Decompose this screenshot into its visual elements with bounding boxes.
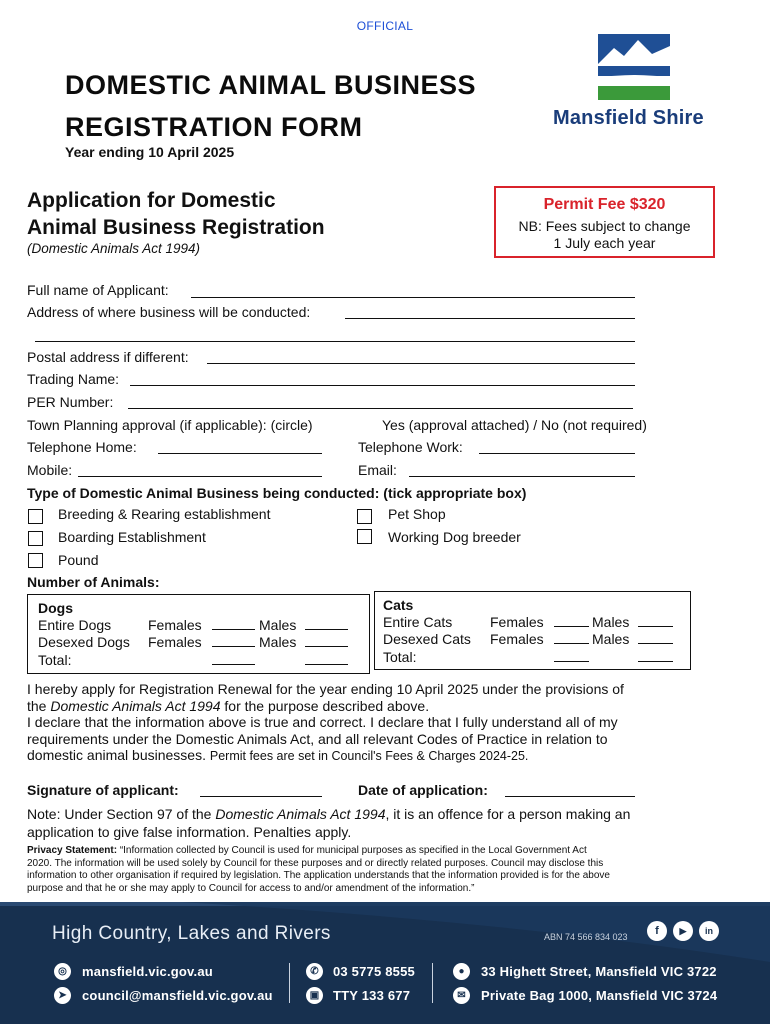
- cats-total-males-field[interactable]: [638, 650, 673, 662]
- form-title-line1: DOMESTIC ANIMAL BUSINESS: [65, 70, 477, 100]
- per-number-field[interactable]: [128, 397, 633, 409]
- note: [27, 805, 727, 841]
- signature-field[interactable]: [200, 785, 322, 797]
- privacy-text1: “Information collected by Council is used for municipal purposes as specified in the Local Government Act: [117, 845, 587, 856]
- working-dog-checkbox[interactable]: [357, 529, 372, 544]
- entire-dogs-females-label: Females: [148, 617, 202, 633]
- declaration-line2-prefix: the: [27, 697, 51, 714]
- abn: ABN 74 566 834 023: [544, 932, 628, 942]
- mansfield-shire-logo-icon: [596, 34, 672, 104]
- boarding-label: Boarding Establishment: [58, 529, 206, 545]
- note-act: Domestic Animals Act 1994: [215, 806, 386, 822]
- boarding-checkbox[interactable]: [28, 531, 43, 546]
- declaration-act: Domestic Animals Act 1994: [50, 697, 221, 714]
- telephone-work-label: Telephone Work:: [358, 439, 463, 455]
- tty-icon: ▣: [306, 987, 323, 1004]
- location-pin-icon: ●: [453, 963, 470, 980]
- desexed-dogs-label: Desexed Dogs: [38, 634, 130, 650]
- linkedin-icon[interactable]: in: [699, 921, 719, 941]
- cats-title: Cats: [383, 597, 414, 613]
- privacy-line3: information to other organisation if required by legislation. The application understands that the information provided is for the above: [27, 870, 610, 881]
- logo-text: Mansfield Shire: [553, 107, 704, 129]
- entire-dogs-label: Entire Dogs: [38, 617, 112, 633]
- application-title-line2: Animal Business Registration: [27, 216, 325, 239]
- dogs-total-males-field[interactable]: [305, 653, 348, 665]
- privacy-line1: [27, 845, 742, 858]
- desexed-dogs-females-field[interactable]: [212, 635, 255, 647]
- cats-total-label: Total:: [383, 649, 417, 665]
- footer: [0, 902, 770, 1024]
- declaration: [27, 681, 727, 765]
- entire-cats-females-label: Females: [490, 614, 544, 630]
- application-title: [27, 187, 407, 241]
- declaration-line4: requirements under the Domestic Animals Act, and all relevant Codes of Practice in relation to: [27, 730, 608, 747]
- dogs-box: [27, 594, 370, 674]
- application-title-line1: Application for Domestic: [27, 189, 276, 212]
- privacy-statement: [27, 845, 742, 895]
- mobile-label: Mobile:: [27, 462, 73, 478]
- date-field[interactable]: [505, 785, 635, 797]
- note-suffix: , it is an offence for a person making an: [385, 806, 631, 822]
- permit-fee-box: [494, 186, 715, 258]
- cats-total-females-field[interactable]: [554, 650, 589, 662]
- pound-checkbox[interactable]: [28, 553, 43, 568]
- privacy-line2: 2020. The information will be used solely by Council for these purposes and or directly related purposes. Council may disclose this: [27, 857, 604, 869]
- desexed-cats-females-field[interactable]: [554, 632, 589, 644]
- permit-fee: Permit Fee $320: [543, 196, 666, 213]
- telephone-home-field[interactable]: [158, 442, 322, 454]
- pet-shop-label: Pet Shop: [388, 506, 446, 522]
- full-name-field[interactable]: [191, 286, 635, 298]
- privacy-line4: purpose and that he or she may apply to Council for access to and/or amendment of the information.”: [27, 882, 475, 894]
- declaration-line5-main: domestic animal businesses.: [27, 747, 210, 763]
- note-prefix: Note: Under Section 97 of the: [27, 806, 216, 822]
- declaration-fees-note: Permit fees are set in Council's Fees & Charges 2024-25.: [209, 749, 529, 763]
- note-line1: [27, 805, 727, 823]
- desexed-cats-males-field[interactable]: [638, 632, 673, 644]
- facebook-icon[interactable]: f: [647, 921, 667, 941]
- entire-cats-label: Entire Cats: [383, 614, 453, 630]
- pet-shop-checkbox[interactable]: [357, 509, 372, 524]
- note-line2: application to give false information. Penalties apply.: [27, 824, 352, 840]
- official-marking: OFFICIAL: [356, 19, 414, 33]
- entire-dogs-males-label: Males: [259, 617, 297, 633]
- globe-icon: ◎: [54, 963, 71, 980]
- breeding-label: Breeding & Rearing establishment: [58, 506, 271, 522]
- declaration-line3: I declare that the information above is true and correct. I declare that I fully understand all of my: [27, 714, 618, 730]
- telephone-work-field[interactable]: [479, 442, 635, 454]
- address-field-line2[interactable]: [35, 330, 635, 342]
- footer-postal: Private Bag 1000, Mansfield VIC 3724: [481, 988, 718, 1003]
- working-dog-label: Working Dog breeder: [388, 529, 521, 545]
- entire-dogs-females-field[interactable]: [212, 618, 255, 630]
- breeding-checkbox[interactable]: [28, 509, 43, 524]
- form-title-line2: REGISTRATION FORM: [65, 112, 363, 142]
- footer-phone[interactable]: 03 5775 8555: [333, 964, 415, 979]
- mobile-field[interactable]: [78, 465, 322, 477]
- desexed-dogs-males-label: Males: [259, 634, 297, 650]
- trading-name-label: Trading Name:: [27, 371, 120, 387]
- youtube-icon[interactable]: ▶: [673, 921, 693, 941]
- privacy-label: Privacy Statement:: [27, 845, 118, 856]
- address-label: Address of where business will be conducted:: [27, 304, 311, 320]
- permit-nb-line1: NB: Fees subject to change: [518, 218, 691, 234]
- send-icon: ➤: [54, 987, 71, 1004]
- declaration-line2: [27, 698, 727, 715]
- year-ending: Year ending 10 April 2025: [65, 144, 235, 160]
- desexed-cats-males-label: Males: [592, 631, 630, 647]
- declaration-line5: [27, 747, 727, 765]
- full-name-label: Full name of Applicant:: [27, 282, 169, 298]
- desexed-cats-females-label: Females: [490, 631, 544, 647]
- desexed-dogs-males-field[interactable]: [305, 635, 348, 647]
- pound-label: Pound: [58, 552, 99, 568]
- declaration-line1: I hereby apply for Registration Renewal for the year ending 10 April 2025 under the provisions of: [27, 681, 624, 697]
- footer-email[interactable]: council@mansfield.vic.gov.au: [82, 988, 273, 1003]
- footer-divider-2: [432, 963, 433, 1003]
- entire-cats-females-field[interactable]: [554, 615, 589, 627]
- form-title: [65, 64, 585, 148]
- postal-address-field[interactable]: [207, 352, 635, 364]
- phone-icon: ✆: [306, 963, 323, 980]
- town-planning-options[interactable]: Yes (approval attached) / No (not required): [382, 417, 647, 433]
- date-label: Date of application:: [358, 782, 488, 798]
- desexed-cats-label: Desexed Cats: [383, 631, 471, 647]
- number-of-animals-heading: Number of Animals:: [27, 574, 160, 590]
- business-type-heading: Type of Domestic Animal Business being conducted: (tick appropriate box): [27, 485, 527, 501]
- trading-name-field[interactable]: [130, 374, 635, 386]
- postal-address-label: Postal address if different:: [27, 349, 189, 365]
- email-field[interactable]: [409, 465, 635, 477]
- footer-tty: TTY 133 677: [333, 988, 411, 1003]
- telephone-home-label: Telephone Home:: [27, 439, 137, 455]
- per-number-label: PER Number:: [27, 394, 114, 410]
- footer-website[interactable]: mansfield.vic.gov.au: [82, 964, 213, 979]
- declaration-line2-suffix: for the purpose described above.: [220, 697, 430, 714]
- entire-cats-males-field[interactable]: [638, 615, 673, 627]
- email-label: Email:: [358, 462, 397, 478]
- cats-box: [374, 591, 691, 670]
- dogs-total-label: Total:: [38, 652, 72, 668]
- act-reference: (Domestic Animals Act 1994): [27, 241, 201, 256]
- entire-cats-males-label: Males: [592, 614, 630, 630]
- footer-divider-1: [289, 963, 290, 1003]
- address-field[interactable]: [345, 307, 635, 319]
- entire-dogs-males-field[interactable]: [305, 618, 348, 630]
- footer-motto: High Country, Lakes and Rivers: [52, 923, 331, 944]
- desexed-dogs-females-label: Females: [148, 634, 202, 650]
- footer-address: 33 Highett Street, Mansfield VIC 3722: [481, 964, 717, 979]
- signature-label: Signature of applicant:: [27, 782, 179, 798]
- town-planning-label: Town Planning approval (if applicable): (circle): [27, 417, 313, 433]
- dogs-title: Dogs: [38, 600, 73, 616]
- permit-nb-line2: 1 July each year: [553, 235, 656, 251]
- dogs-total-females-field[interactable]: [212, 653, 255, 665]
- mail-icon: ✉: [453, 987, 470, 1004]
